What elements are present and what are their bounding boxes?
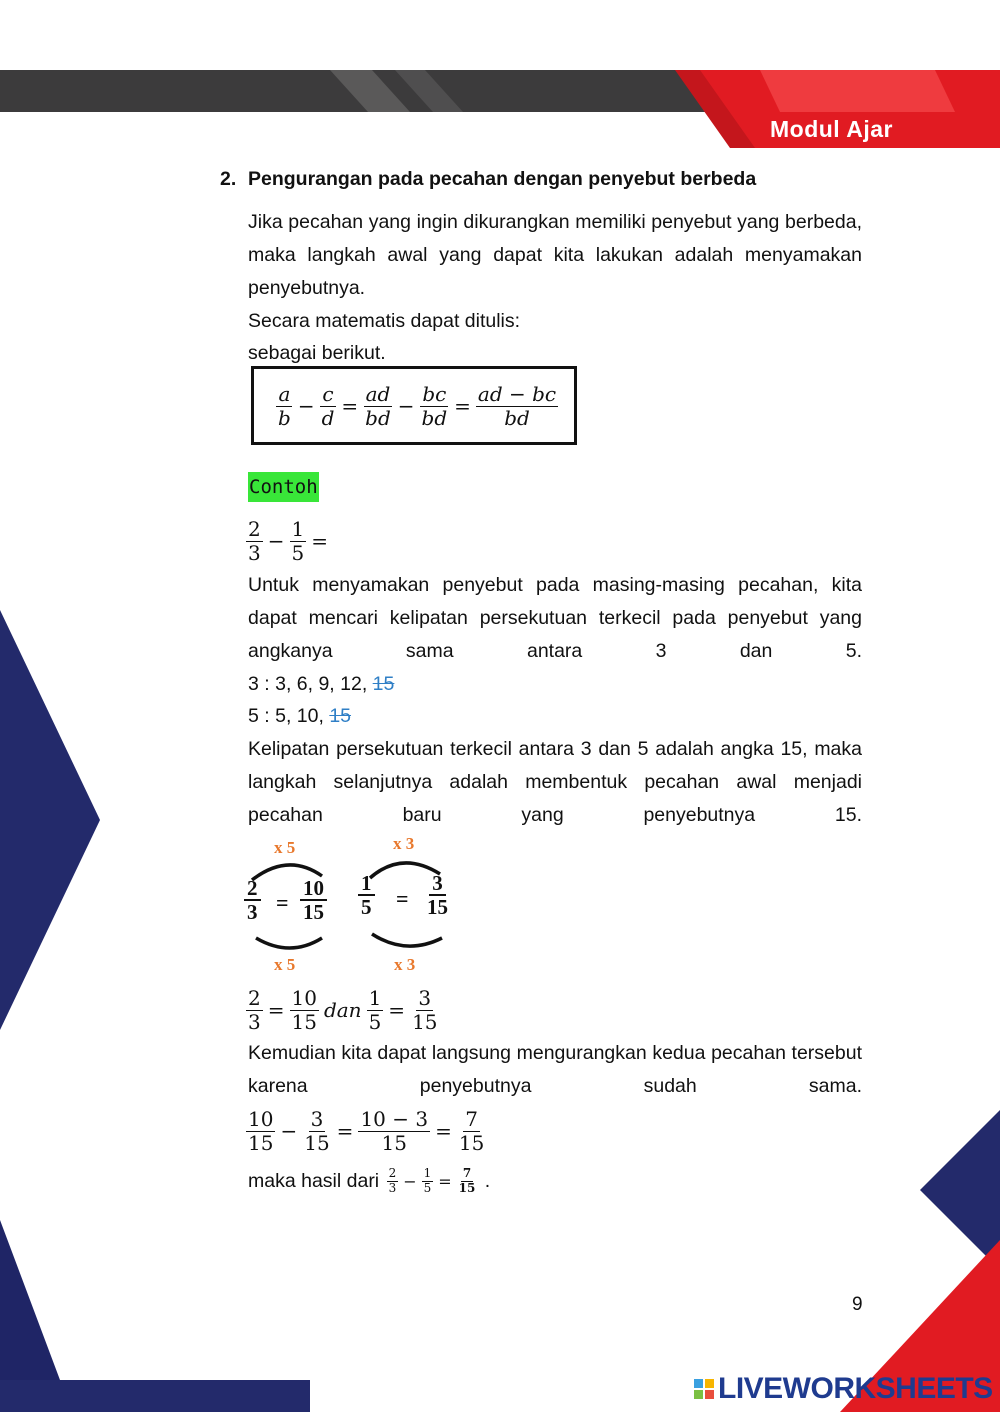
- dan-word: dan: [323, 998, 362, 1022]
- header-badge: Modul Ajar: [770, 116, 893, 142]
- liveworksheets-logo-icon: [694, 1379, 714, 1399]
- lcm-paragraph: Untuk menyamakan penyebut pada masing-masing pecahan, kita dapat mencari kelipatan persekutuan terkecil pada penyebut yang angkanya sama antara 3 dan 5.: [248, 574, 862, 662]
- minus-sign: −: [297, 394, 315, 418]
- diagram-fraction-3-15: 3 15: [427, 871, 448, 920]
- diagram-equals-left: =: [276, 890, 289, 915]
- example-equation: [244, 512, 331, 570]
- fraction-c-d: $\frac{c}{d}$: [321, 381, 335, 430]
- formula-intro-line: Secara matematis dapat ditulis:: [248, 310, 521, 332]
- watermark: [694, 1372, 993, 1406]
- minus-sign: −: [403, 1171, 417, 1191]
- fraction-10-15: $\frac{10}{15}$: [291, 985, 317, 1034]
- equals-sign: =: [336, 1119, 354, 1143]
- equals-sign: =: [438, 1171, 452, 1191]
- section-heading: Pengurangan pada pecahan dengan penyebut berbeda: [248, 168, 757, 190]
- right-navy-triangle: [920, 1110, 1000, 1270]
- equals-sign: =: [311, 529, 328, 553]
- diagram-fraction-1-5: 1 5: [358, 872, 375, 918]
- header-red-top: [760, 70, 955, 112]
- fraction-a-b: $\frac{a}{b}$: [278, 381, 291, 430]
- multiples-3-mark: 15: [372, 673, 395, 695]
- fraction-10-15: $\frac{10}{15}$: [248, 1106, 274, 1155]
- final-fraction-7-15: $\frac{7}{15}$: [458, 1165, 476, 1195]
- equals-sign: =: [267, 998, 285, 1022]
- multiples-5-text: 5 : 5, 10,: [248, 705, 330, 727]
- multiplier-bottom-left: x 5: [274, 955, 296, 974]
- equals-sign: =: [435, 1119, 452, 1143]
- fraction-7-15: $\frac{7}{15}$: [458, 1106, 485, 1155]
- fraction-difference: $\frac{10 - 3}{15}$: [360, 1106, 429, 1155]
- fraction-1-5: $\frac{1}{5}$: [368, 985, 382, 1034]
- section-number: 2.: [220, 168, 237, 190]
- lcm-result-paragraph: Kelipatan persekutuan terkecil antara 3 dan 5 adalah angka 15, maka langkah selanjutnya adalah membentuk pecahan awal menjadi pecahan baru yang penyebutnya 15.: [248, 738, 862, 826]
- fraction-bc-bd: $\frac{bc}{bd}$: [421, 381, 448, 430]
- diagram-fraction-2-3: 2 3: [244, 877, 261, 923]
- minus-sign: −: [267, 529, 285, 553]
- fraction-result: $\frac{ad - bc}{bd}$: [477, 381, 557, 430]
- subtract-paragraph: Kemudian kita dapat langsung mengurangkan kedua pecahan tersebut karena penyebutnya sudah sama.: [248, 1042, 862, 1097]
- equivalent-fractions-equation: [244, 981, 442, 1039]
- equals-sign: =: [454, 394, 471, 418]
- diagram-equals-right: =: [396, 886, 409, 911]
- diagram-fraction-10-15: 10 15: [300, 877, 327, 923]
- final-suffix: .: [479, 1169, 491, 1192]
- multiplier-bottom-right: x 3: [394, 955, 416, 974]
- equals-sign: =: [341, 394, 359, 418]
- intro-paragraph: Jika pecahan yang ingin dikurangkan memiliki penyebut yang berbeda, maka langkah awal yang dapat kita lakukan adalah menyamakan penyebutnya.: [248, 211, 862, 299]
- final-fraction-1-5: $\frac{1}{5}$: [423, 1165, 432, 1195]
- multiplier-top-left: x 5: [274, 838, 296, 857]
- fraction-2-3: $\frac{2}{3}$: [248, 516, 261, 565]
- watermark-text: LIVEWORKSHEETS: [718, 1372, 993, 1405]
- left-navy-chevron: [0, 610, 100, 1030]
- minus-sign: −: [280, 1119, 298, 1143]
- multiples-of-3: [248, 668, 394, 701]
- formula-intro-line-2: sebagai berikut.: [248, 342, 386, 364]
- fraction-2-3: $\frac{2}{3}$: [248, 985, 261, 1034]
- bottom-navy-band: [0, 1380, 310, 1412]
- example-label: Contoh: [248, 472, 319, 502]
- multiplier-top-right: x 3: [393, 834, 415, 853]
- final-prefix: maka hasil dari: [248, 1169, 385, 1192]
- formula-equation: [274, 374, 560, 438]
- multiples-3-text: 3 : 3, 6, 9, 12,: [248, 673, 373, 695]
- multiples-5-mark: 15: [329, 705, 352, 727]
- fraction-ad-bd: $\frac{ad}{bd}$: [365, 381, 391, 430]
- final-result-line: [248, 1163, 490, 1199]
- arc-bottom-left: [256, 938, 322, 948]
- page-number: 9: [852, 1294, 863, 1315]
- final-fraction-2-3: $\frac{2}{3}$: [388, 1165, 397, 1195]
- arc-bottom-right: [372, 934, 442, 946]
- multiples-of-5: [248, 700, 351, 733]
- equals-sign: =: [388, 998, 406, 1022]
- fraction-3-15: $\frac{3}{15}$: [412, 985, 438, 1034]
- minus-sign: −: [397, 394, 415, 418]
- fraction-3-15: $\frac{3}{15}$: [304, 1106, 330, 1155]
- subtraction-equation: [244, 1102, 488, 1160]
- fraction-1-5: $\frac{1}{5}$: [291, 516, 305, 565]
